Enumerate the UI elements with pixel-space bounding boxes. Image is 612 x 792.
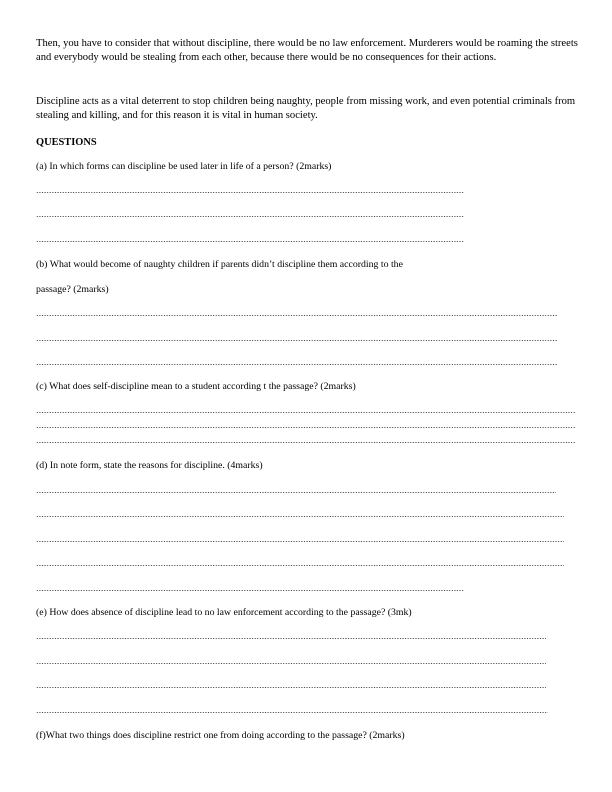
question-e: (e) How does absence of discipline lead to no law enforcement according to the passage? (3mk) [36, 607, 412, 618]
question-b-line-2: passage? (2marks) [36, 284, 109, 295]
answer-line-e-1 [36, 637, 546, 640]
answer-line-d-2 [36, 515, 564, 518]
answer-line-d-4 [36, 564, 564, 567]
answer-line-c-2 [36, 426, 576, 429]
answer-line-d-5 [36, 589, 464, 592]
question-c: (c) What does self-discipline mean to a student according t the passage? (2marks) [36, 381, 356, 392]
question-a: (a) In which forms can discipline be used later in life of a person? (2marks) [36, 161, 332, 172]
answer-line-a-3 [36, 240, 464, 243]
answer-line-b-2 [36, 339, 558, 342]
answer-line-e-2 [36, 662, 546, 665]
question-f: (f)What two things does discipline restrict one from doing according to the passage? (2marks) [36, 730, 405, 741]
question-b-line-1: (b) What would become of naughty children if parents didn’t discipline them according to the [36, 259, 403, 270]
answer-line-d-3 [36, 540, 564, 543]
answer-line-e-4 [36, 711, 548, 714]
answer-line-c-3 [36, 441, 576, 444]
answer-line-d-1 [36, 491, 556, 494]
passage-paragraph-2: Discipline acts as a vital deterrent to stop children being naughty, people from missing work, and even potential criminals from stealing and killing, and for this reason it is vital in human society. [36, 96, 576, 121]
questions-heading: QUESTIONS [36, 137, 97, 148]
answer-line-c-1 [36, 411, 576, 414]
passage-paragraph-1: Then, you have to consider that without discipline, there would be no law enforcement. Murderers would be roaming the streets and everybody would be stealing from each other, because there would be no consequences for their actions. [36, 38, 578, 63]
answer-line-b-3 [36, 363, 558, 366]
question-d: (d) In note form, state the reasons for discipline. (4marks) [36, 460, 263, 471]
answer-line-a-1 [36, 191, 464, 194]
answer-line-a-2 [36, 215, 464, 218]
answer-line-b-1 [36, 314, 558, 317]
answer-line-e-3 [36, 686, 546, 689]
